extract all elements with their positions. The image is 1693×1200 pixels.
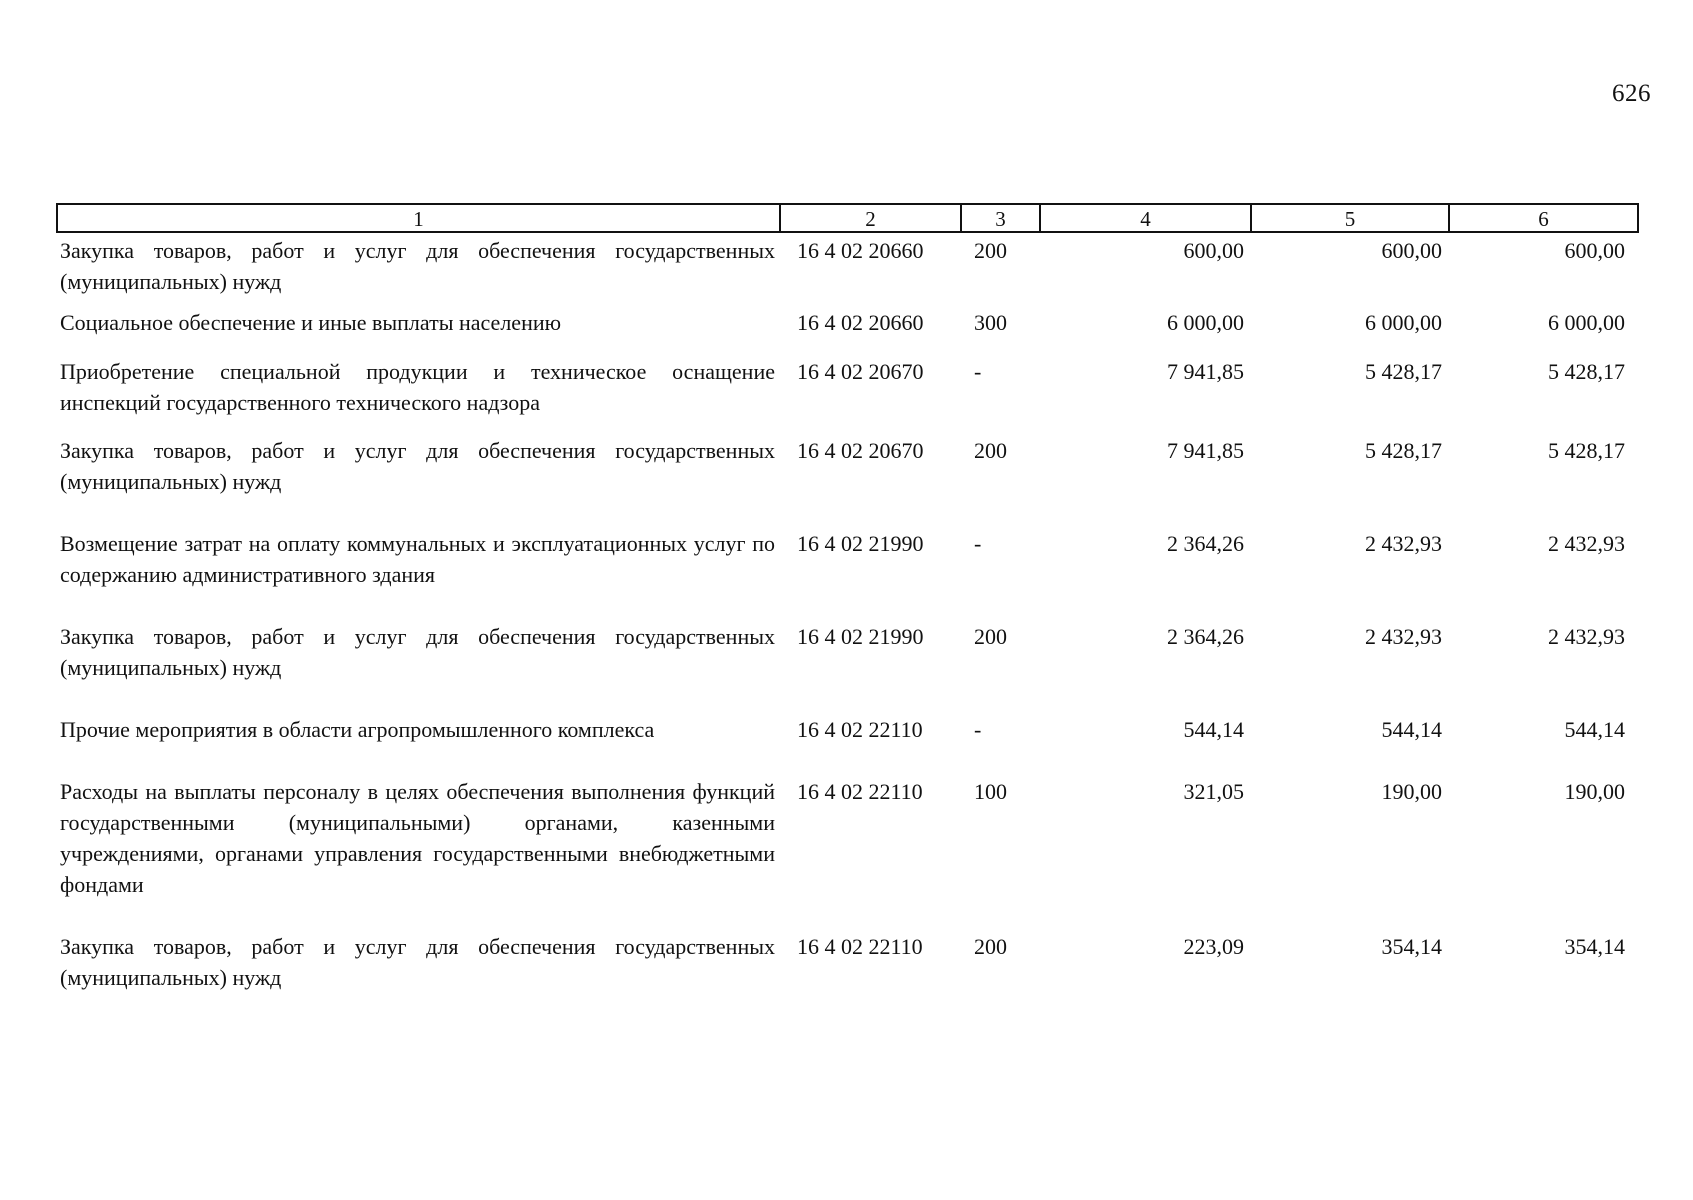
row-value-4: 2 364,26 <box>1167 624 1244 649</box>
budget-table <box>56 203 1639 995</box>
row-value-6: 190,00 <box>1564 779 1625 804</box>
row-value-4: 600,00 <box>1183 238 1244 263</box>
column-header-2: 2 <box>779 205 960 231</box>
row-value-5: 5 428,17 <box>1365 359 1442 384</box>
row-kind: 200 <box>974 624 1007 649</box>
row-value-6: 354,14 <box>1564 934 1625 959</box>
table-row <box>56 435 1639 528</box>
row-kind: - <box>974 717 982 742</box>
table-header-row <box>56 203 1639 233</box>
row-description: Приобретение специальной продукции и техническое оснащение инспекций государственного технического надзора <box>60 359 775 415</box>
table-row <box>56 931 1639 995</box>
row-description: Закупка товаров, работ и услуг для обеспечения государственных (муниципальных) нужд <box>60 934 775 990</box>
row-code: 16 4 02 21990 <box>797 624 924 649</box>
row-description: Закупка товаров, работ и услуг для обеспечения государственных (муниципальных) нужд <box>60 238 775 294</box>
column-header-3: 3 <box>960 205 1039 231</box>
row-value-5: 5 428,17 <box>1365 438 1442 463</box>
row-value-4: 7 941,85 <box>1167 359 1244 384</box>
row-kind: 100 <box>974 779 1007 804</box>
row-value-6: 5 428,17 <box>1548 438 1625 463</box>
row-code: 16 4 02 22110 <box>797 934 923 959</box>
row-value-6: 600,00 <box>1564 238 1625 263</box>
row-code: 16 4 02 22110 <box>797 717 923 742</box>
row-value-6: 6 000,00 <box>1548 310 1625 335</box>
row-value-4: 321,05 <box>1183 779 1244 804</box>
row-description: Расходы на выплаты персоналу в целях обеспечения выполнения функций государственными (муниципальными) органами, казенными учреждениями, органами управления государственными внебюджетными фондами <box>60 779 775 897</box>
row-kind: 300 <box>974 310 1007 335</box>
row-value-5: 600,00 <box>1381 238 1442 263</box>
row-description: Закупка товаров, работ и услуг для обеспечения государственных (муниципальных) нужд <box>60 624 775 680</box>
row-description: Закупка товаров, работ и услуг для обеспечения государственных (муниципальных) нужд <box>60 438 775 494</box>
row-value-4: 7 941,85 <box>1167 438 1244 463</box>
row-value-5: 354,14 <box>1381 934 1442 959</box>
row-value-6: 2 432,93 <box>1548 531 1625 556</box>
column-header-4: 4 <box>1039 205 1250 231</box>
row-value-4: 223,09 <box>1183 934 1244 959</box>
row-value-4: 544,14 <box>1183 717 1244 742</box>
column-header-5: 5 <box>1250 205 1448 231</box>
table-row <box>56 528 1639 621</box>
row-code: 16 4 02 22110 <box>797 779 923 804</box>
row-value-4: 2 364,26 <box>1167 531 1244 556</box>
table-row <box>56 714 1639 776</box>
row-value-6: 5 428,17 <box>1548 359 1625 384</box>
row-value-5: 2 432,93 <box>1365 624 1442 649</box>
page-number: 626 <box>1612 80 1651 107</box>
row-value-5: 190,00 <box>1381 779 1442 804</box>
row-value-6: 2 432,93 <box>1548 624 1625 649</box>
row-description: Прочие мероприятия в области агропромышленного комплекса <box>60 717 655 742</box>
row-code: 16 4 02 20670 <box>797 359 924 384</box>
table-row <box>56 356 1639 435</box>
row-code: 16 4 02 20670 <box>797 438 924 463</box>
table-row <box>56 307 1639 356</box>
column-header-1: 1 <box>413 207 424 231</box>
row-value-6: 544,14 <box>1564 717 1625 742</box>
row-kind: 200 <box>974 934 1007 959</box>
row-kind: - <box>974 531 982 556</box>
row-value-5: 2 432,93 <box>1365 531 1442 556</box>
row-code: 16 4 02 20660 <box>797 238 924 263</box>
row-value-4: 6 000,00 <box>1167 310 1244 335</box>
row-kind: 200 <box>974 438 1007 463</box>
table-row <box>56 235 1639 307</box>
table-row <box>56 621 1639 714</box>
row-value-5: 6 000,00 <box>1365 310 1442 335</box>
row-code: 16 4 02 21990 <box>797 531 924 556</box>
row-description: Социальное обеспечение и иные выплаты населению <box>60 310 562 335</box>
row-value-5: 544,14 <box>1381 717 1442 742</box>
row-kind: - <box>974 359 982 384</box>
table-row <box>56 776 1639 931</box>
row-kind: 200 <box>974 238 1007 263</box>
row-code: 16 4 02 20660 <box>797 310 924 335</box>
column-header-6: 6 <box>1448 205 1637 231</box>
row-description: Возмещение затрат на оплату коммунальных и эксплуатационных услуг по содержанию административного здания <box>60 531 775 587</box>
